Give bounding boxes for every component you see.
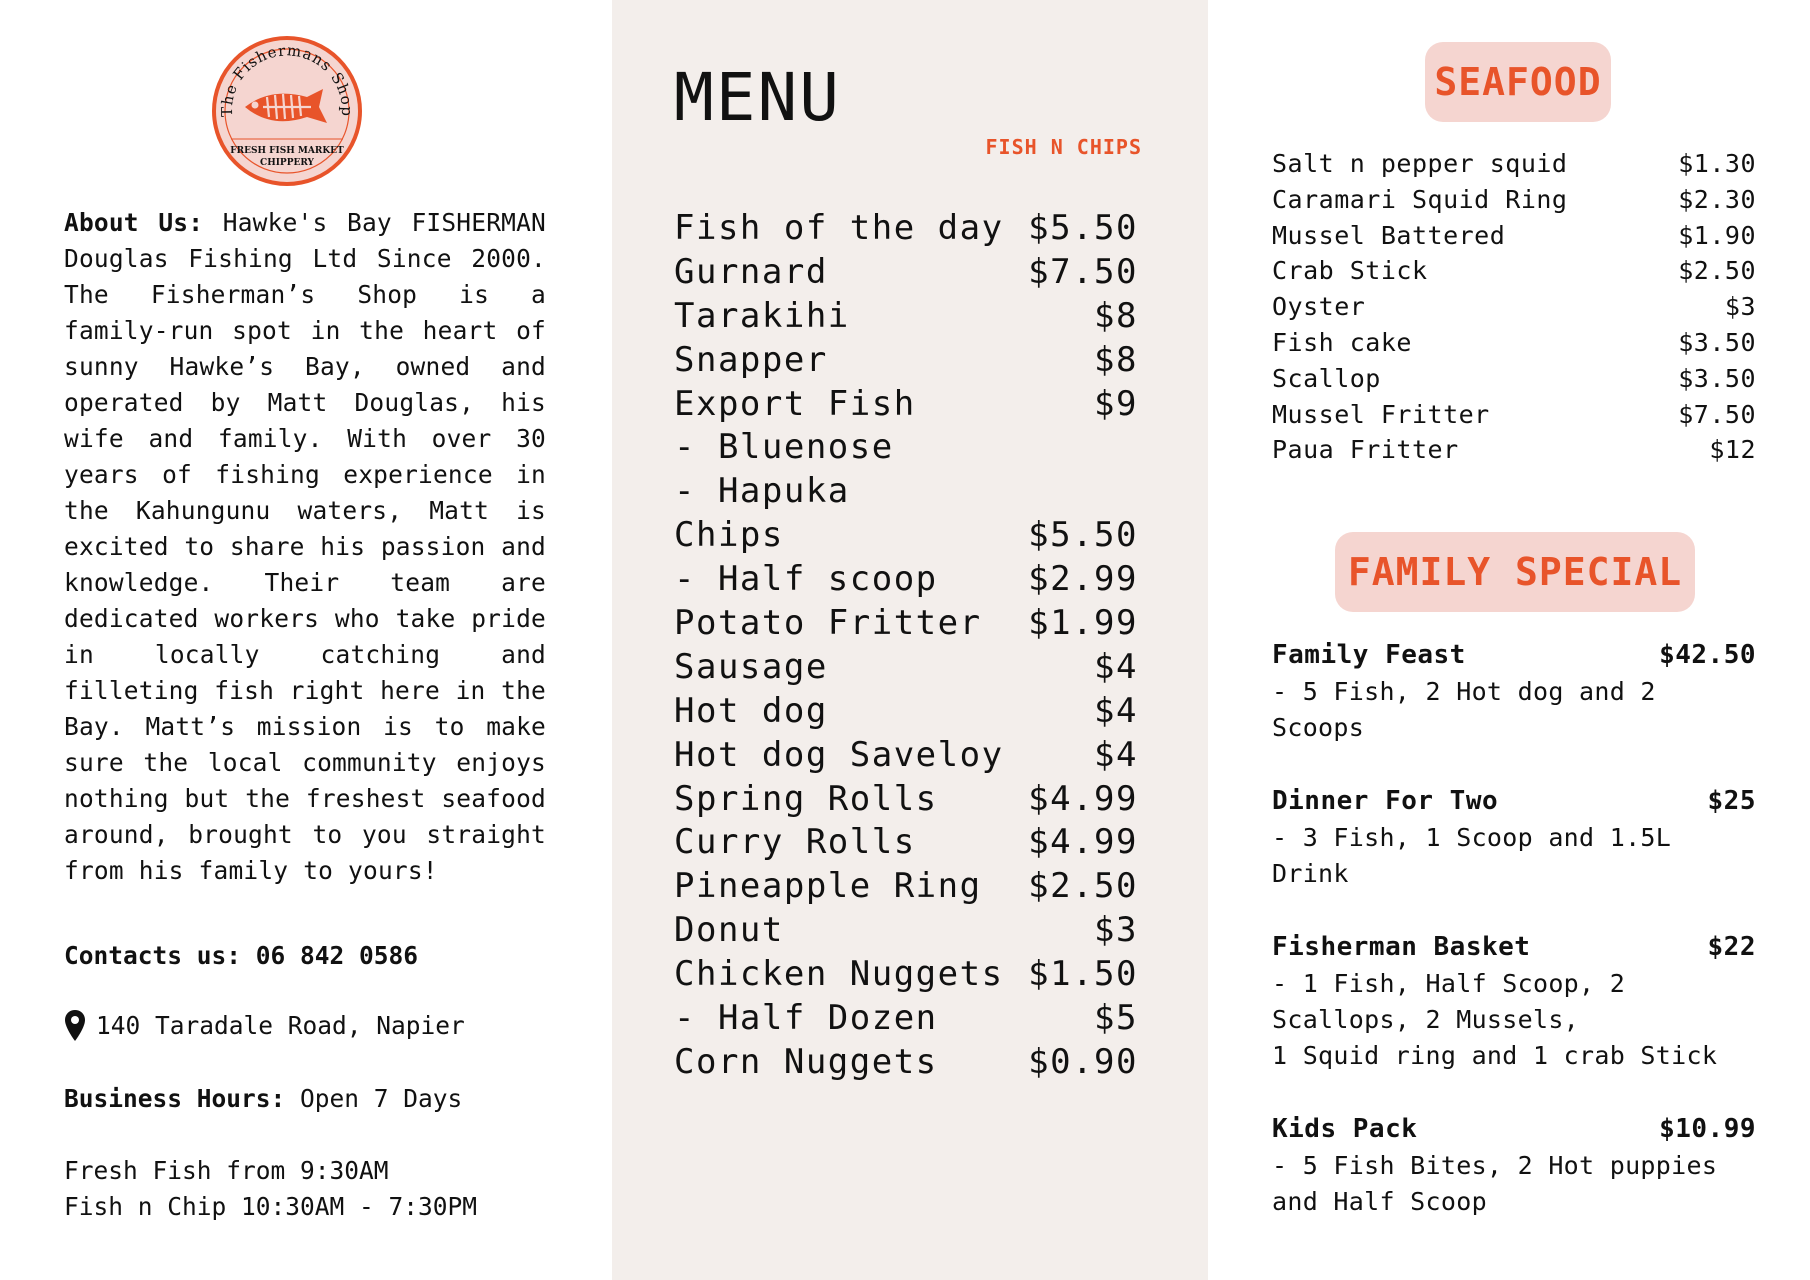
item-name: - Half Dozen bbox=[674, 998, 938, 1039]
item-name: Scallop bbox=[1272, 363, 1381, 393]
special-item bbox=[1272, 1110, 1756, 1220]
address-line bbox=[64, 1008, 465, 1044]
menu-item bbox=[674, 601, 1138, 645]
opening-times bbox=[64, 1153, 477, 1225]
item-price: $5.50 bbox=[1028, 208, 1138, 248]
menu-item bbox=[674, 294, 1138, 338]
seafood-heading: SEAFOOD bbox=[1425, 42, 1611, 122]
item-name: - Hapuka bbox=[674, 471, 850, 512]
item-price: $2.50 bbox=[1678, 256, 1756, 286]
item-price: $5 bbox=[1094, 998, 1138, 1039]
special-name: Fisherman Basket bbox=[1272, 932, 1531, 962]
fresh-fish-hours: Fresh Fish from 9:30AM bbox=[64, 1156, 389, 1185]
item-price: $2.50 bbox=[1028, 866, 1138, 907]
item-name: Chips bbox=[674, 515, 784, 556]
fishermans-shop-logo bbox=[211, 35, 363, 187]
menu-item bbox=[674, 996, 1138, 1040]
item-name: - Half scoop bbox=[674, 559, 938, 600]
special-description: - 5 Fish, 2 Hot dog and 2 Scoops bbox=[1272, 677, 1656, 742]
item-name: Paua Fritter bbox=[1272, 435, 1459, 465]
item-name: Snapper bbox=[674, 339, 828, 380]
contact-phone: Contacts us: 06 842 0586 bbox=[64, 941, 419, 970]
item-name: Export Fish bbox=[674, 383, 916, 424]
business-hours bbox=[64, 1081, 462, 1117]
special-description: - 1 Fish, Half Scoop, 2 Scallops, 2 Mussels, 1 Squid ring and 1 crab Stick bbox=[1272, 969, 1718, 1070]
seafood-item bbox=[1272, 182, 1756, 218]
map-pin-icon bbox=[64, 1008, 86, 1044]
business-hours-label: Business Hours: bbox=[64, 1084, 286, 1113]
item-price: $0.90 bbox=[1028, 1041, 1138, 1082]
item-price: $9 bbox=[1094, 383, 1138, 424]
seafood-item bbox=[1272, 218, 1756, 254]
special-item bbox=[1272, 928, 1756, 1074]
menu-item bbox=[674, 338, 1138, 382]
seafood-item bbox=[1272, 361, 1756, 397]
about-paragraph bbox=[64, 205, 546, 889]
menu-item bbox=[674, 820, 1138, 864]
seafood-item bbox=[1272, 325, 1756, 361]
item-price: $3.50 bbox=[1678, 327, 1756, 357]
logo-tagline-2: CHIPPERY bbox=[260, 158, 314, 168]
item-name: Corn Nuggets bbox=[674, 1041, 938, 1082]
menu-panel bbox=[612, 0, 1208, 1280]
item-name: Curry Rolls bbox=[674, 822, 916, 863]
menu-item bbox=[674, 382, 1138, 426]
menu-item bbox=[674, 425, 1138, 469]
menu-item bbox=[674, 645, 1138, 689]
menu-item bbox=[674, 908, 1138, 952]
special-price: $42.50 bbox=[1659, 640, 1756, 670]
item-name: Mussel Fritter bbox=[1272, 399, 1490, 429]
item-price: $1.90 bbox=[1678, 220, 1756, 250]
menu-list bbox=[674, 206, 1138, 1084]
item-price: $2.99 bbox=[1028, 559, 1138, 600]
about-label: About Us: bbox=[64, 208, 204, 237]
item-name: Potato Fritter bbox=[674, 603, 982, 644]
menu-item bbox=[674, 250, 1138, 294]
logo-tagline-1: FRESH FISH MARKET bbox=[230, 146, 344, 156]
item-name: Gurnard bbox=[674, 251, 828, 292]
item-price: $3.50 bbox=[1678, 363, 1756, 393]
special-name: Dinner For Two bbox=[1272, 786, 1499, 816]
item-name: Hot dog bbox=[674, 690, 828, 731]
item-price: $2.30 bbox=[1678, 184, 1756, 214]
special-description: - 5 Fish Bites, 2 Hot puppies and Half Scoop bbox=[1272, 1151, 1718, 1216]
item-price: $4.99 bbox=[1028, 778, 1138, 819]
special-name: Family Feast bbox=[1272, 640, 1466, 670]
item-name: Tarakihi bbox=[674, 295, 850, 336]
menu-item bbox=[674, 1040, 1138, 1084]
item-price: $4.99 bbox=[1028, 822, 1138, 863]
menu-subtitle: FISH N CHIPS bbox=[985, 135, 1142, 159]
seafood-item bbox=[1272, 432, 1756, 468]
seafood-item bbox=[1272, 146, 1756, 182]
item-name: Chicken Nuggets bbox=[674, 954, 1004, 995]
item-name: - Bluenose bbox=[674, 427, 894, 468]
special-price: $22 bbox=[1707, 932, 1756, 962]
info-column bbox=[64, 0, 546, 1280]
menu-item bbox=[674, 733, 1138, 777]
item-name: Sausage bbox=[674, 646, 828, 687]
special-price: $10.99 bbox=[1659, 1114, 1756, 1144]
item-name: Crab Stick bbox=[1272, 256, 1428, 286]
menu-item bbox=[674, 777, 1138, 821]
menu-item bbox=[674, 206, 1138, 250]
item-name: Spring Rolls bbox=[674, 778, 938, 819]
item-price: $4 bbox=[1094, 734, 1138, 775]
seafood-list bbox=[1272, 146, 1756, 468]
item-price: $1.99 bbox=[1028, 603, 1138, 644]
item-price: $4 bbox=[1094, 690, 1138, 731]
item-price: $12 bbox=[1709, 435, 1756, 465]
item-name: Fish of the day bbox=[674, 208, 1004, 248]
seafood-item bbox=[1272, 289, 1756, 325]
logo-ring-text: The Fishermans Shop bbox=[217, 41, 357, 118]
item-price: $7.50 bbox=[1028, 251, 1138, 292]
specials-column bbox=[1272, 0, 1756, 1280]
item-price: $4 bbox=[1094, 646, 1138, 687]
special-name: Kids Pack bbox=[1272, 1114, 1418, 1144]
item-price: $8 bbox=[1094, 295, 1138, 336]
about-text: Hawke's Bay FISHERMAN Douglas Fishing Ltd Since 2000. The Fisherman’s Shop is a family-run spot in the heart of sunny Hawke’s Bay, owned and operated by Matt Douglas, his wife and family. With over 30 years of fishing experience in the Kahungunu waters, Matt is excited to share his passion and knowledge. Their team are dedicated workers who take pride in locally catching and filleting fish right here in the Bay. Matt’s mission is to make sure the local community enjoys nothing but the freshest seafood around, brought to you straight from his family to yours! bbox=[64, 208, 546, 885]
item-price: $3 bbox=[1094, 910, 1138, 951]
menu-item bbox=[674, 952, 1138, 996]
menu-item bbox=[674, 469, 1138, 513]
menu-item bbox=[674, 557, 1138, 601]
special-item bbox=[1272, 636, 1756, 746]
item-name: Fish cake bbox=[1272, 327, 1412, 357]
business-hours-value: Open 7 Days bbox=[300, 1084, 463, 1113]
menu-item bbox=[674, 513, 1138, 557]
item-price: $1.50 bbox=[1028, 954, 1138, 995]
item-name: Caramari Squid Ring bbox=[1272, 184, 1568, 214]
item-price: $5.50 bbox=[1028, 515, 1138, 556]
item-price: $8 bbox=[1094, 339, 1138, 380]
seafood-item bbox=[1272, 397, 1756, 433]
item-name: Hot dog Saveloy bbox=[674, 734, 1004, 775]
seafood-item bbox=[1272, 253, 1756, 289]
special-description: - 3 Fish, 1 Scoop and 1.5L Drink bbox=[1272, 823, 1672, 888]
menu-item bbox=[674, 689, 1138, 733]
item-name: Donut bbox=[674, 910, 784, 951]
item-name: Oyster bbox=[1272, 292, 1366, 322]
menu-title: MENU bbox=[674, 59, 841, 136]
special-price: $25 bbox=[1707, 786, 1756, 816]
item-name: Salt n pepper squid bbox=[1272, 149, 1568, 178]
item-name: Pineapple Ring bbox=[674, 866, 982, 907]
item-name: Mussel Battered bbox=[1272, 220, 1506, 250]
address-text: 140 Taradale Road, Napier bbox=[96, 1011, 465, 1040]
special-item bbox=[1272, 782, 1756, 892]
fish-chip-hours: Fish n Chip 10:30AM - 7:30PM bbox=[64, 1192, 478, 1221]
family-special-heading: FAMILY SPECIAL bbox=[1335, 532, 1695, 612]
item-price: $3 bbox=[1724, 292, 1756, 322]
item-price: $7.50 bbox=[1678, 399, 1756, 429]
item-price: $1.30 bbox=[1678, 149, 1756, 178]
menu-item bbox=[674, 864, 1138, 908]
